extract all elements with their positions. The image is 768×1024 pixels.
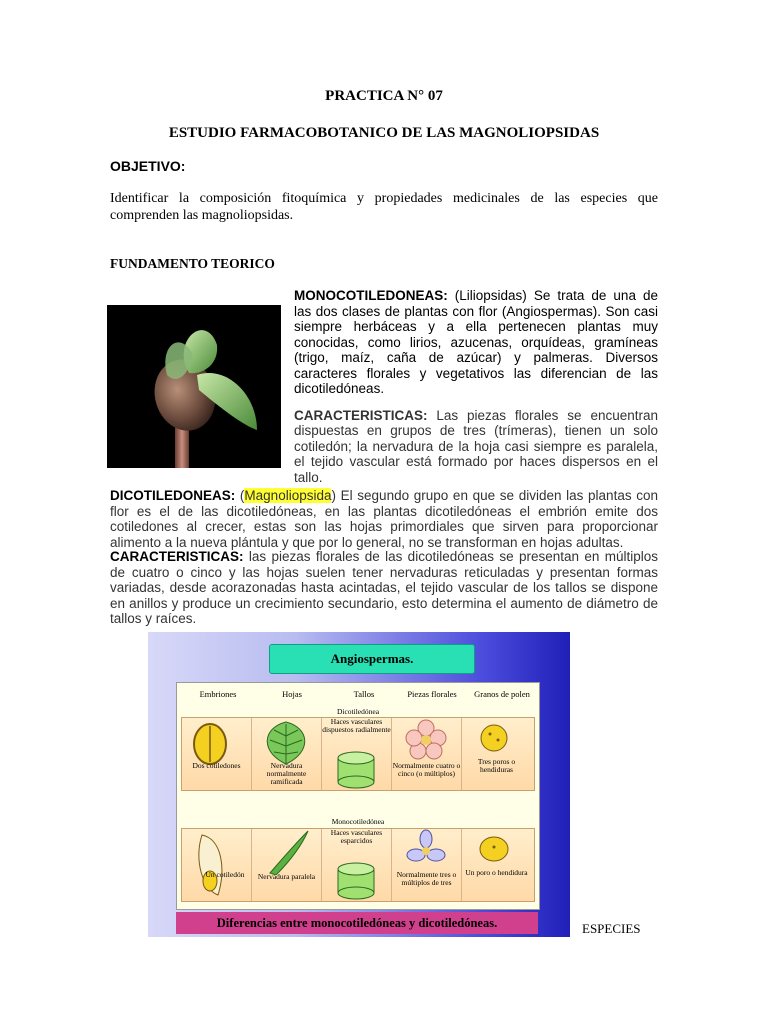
dico-heading: DICOTILEDONEAS: [110, 488, 236, 503]
monocot-leaf-cell [252, 829, 322, 901]
dicot-embryo-cell [182, 718, 252, 790]
col-hojas: Hojas [282, 689, 302, 699]
dicot-flower-cell [392, 718, 462, 790]
dicot-flower-caption: Normalmente cuatro o cinco (o múltiplos) [392, 761, 461, 778]
dico-car-paragraph [110, 549, 658, 627]
dicot-stem-caption: Haces vasculares dispuestos radialmente [322, 717, 391, 734]
mono-car-heading: CARACTERISTICAS: [294, 407, 428, 423]
col-piezas-florales: Piezas florales [407, 689, 457, 699]
dico-car-text: las piezas florales de las dicotiledóneas se presentan en múltiplos de cuatro o cinco y las hojas suelen tener nervaduras reticuladas y presentan formas variadas, desde acorazonadas hasta acintadas, el tejido vascular de los tallos se dispone en anillos y produce un crecimiento secundario, esto determina el aumento de diámetro de tallos y raíces. [110, 549, 658, 626]
dicot-pollen-cell [462, 718, 531, 790]
monocot-leaf-caption: Nervadura paralela [257, 872, 316, 881]
row-monocot [181, 828, 535, 902]
mono-car-text: Las piezas florales se encuentran dispuestas en grupos de tres (trímeras), tienen un solo cotiledón; la nervadura de la hoja casi siempre es paralela, el tejido vascular está formado por haces dispersos en el tallo. [294, 407, 658, 485]
col-tallos: Tallos [353, 689, 375, 699]
seedling-illustration [107, 305, 281, 468]
dicot-leaf-caption: Nervadura normalmente ramificada [266, 761, 307, 786]
dicot-flower-icon [392, 718, 461, 762]
mono-text: (Liliopsidas) Se trata de una de las dos clases de plantas con flor (Angiospermas). Son casi siempre herbáceas y a ella pertenecen plantas muy conocidas, como lirios, azucenas, orquídeas, gramíneas (trigo, maíz, caña de azúcar) y palmeras. Diversos caracteres florales y vegetativos las diferencian de las dicotiledóneas. [294, 288, 658, 396]
page-subtitle: ESTUDIO FARMACOBOTANICO DE LAS MAGNOLIOPSIDAS [168, 125, 600, 141]
monocot-embryo-caption: Un cotiledón [205, 870, 245, 879]
monocot-pollen-cell [462, 829, 531, 901]
dico-open-paren: ( [235, 488, 245, 503]
seedling-image [107, 305, 281, 468]
dicot-stem-cell [322, 718, 392, 790]
figure-panel [176, 682, 540, 910]
dicot-pollen-icon [462, 718, 531, 758]
figure-header: Angiospermas. [269, 644, 475, 674]
mono-heading: MONOCOTILEDONEAS: [294, 288, 448, 303]
monocot-stem-caption: Haces vasculares esparcidos [330, 828, 383, 845]
monocot-flower-cell [392, 829, 462, 901]
monocot-leaf-icon [252, 829, 321, 875]
dicot-pollen-caption: Tres poros o hendiduras [477, 757, 516, 774]
monocot-stem-cell [322, 829, 392, 901]
dico-highlight: Magnoliopsida [244, 488, 332, 503]
col-embriones: Embriones [199, 689, 237, 699]
monocot-embryo-icon [182, 829, 251, 901]
fundamento-heading: FUNDAMENTO TEORICO [110, 256, 275, 271]
monocot-pollen-caption: Un poro o hendidura [465, 868, 528, 877]
objetivo-heading: OBJETIVO: [110, 158, 186, 174]
dico-car-heading: CARACTERISTICAS: [110, 549, 244, 564]
monocot-flower-caption: Normalmente tres o múltiplos de tres [396, 870, 457, 887]
monocot-flower-icon [392, 829, 461, 873]
dico-paragraph [110, 488, 658, 550]
monocot-pollen-icon [462, 829, 531, 869]
col-granos-polen: Granos de polen [474, 689, 530, 699]
monocot-embryo-cell [182, 829, 252, 901]
row-dicot [181, 717, 535, 791]
dico-text: ) El segundo grupo en que se dividen las plantas con flor es el de las dicotiledóneas, en las plantas dicotiledóneas el embrión emite dos cotiledones al crecer, estas son las hojas primordiales que sirven para proporcionar alimento a la nueva plántula y que por lo general, no se transforman en hojas adultas. [110, 488, 659, 550]
angiospermas-figure [148, 632, 570, 937]
dicot-leaf-cell [252, 718, 322, 790]
row-label-monocot: Monocotiledónea [331, 817, 385, 826]
dicot-embryo-caption: Dos cotiledones [192, 761, 241, 770]
figure-footer: Diferencias entre monocotiledóneas y dicotiledóneas. [176, 912, 538, 934]
objetivo-text: Identificar la composición fitoquímica y propiedades medicinales de las especies que comprenden las magnoliopsidas. [110, 191, 658, 223]
row-label-dicot: Dicotiledónea [336, 707, 380, 716]
especies-heading: ESPECIES [582, 921, 641, 936]
page-title: PRACTICA N° 07 [325, 88, 443, 104]
